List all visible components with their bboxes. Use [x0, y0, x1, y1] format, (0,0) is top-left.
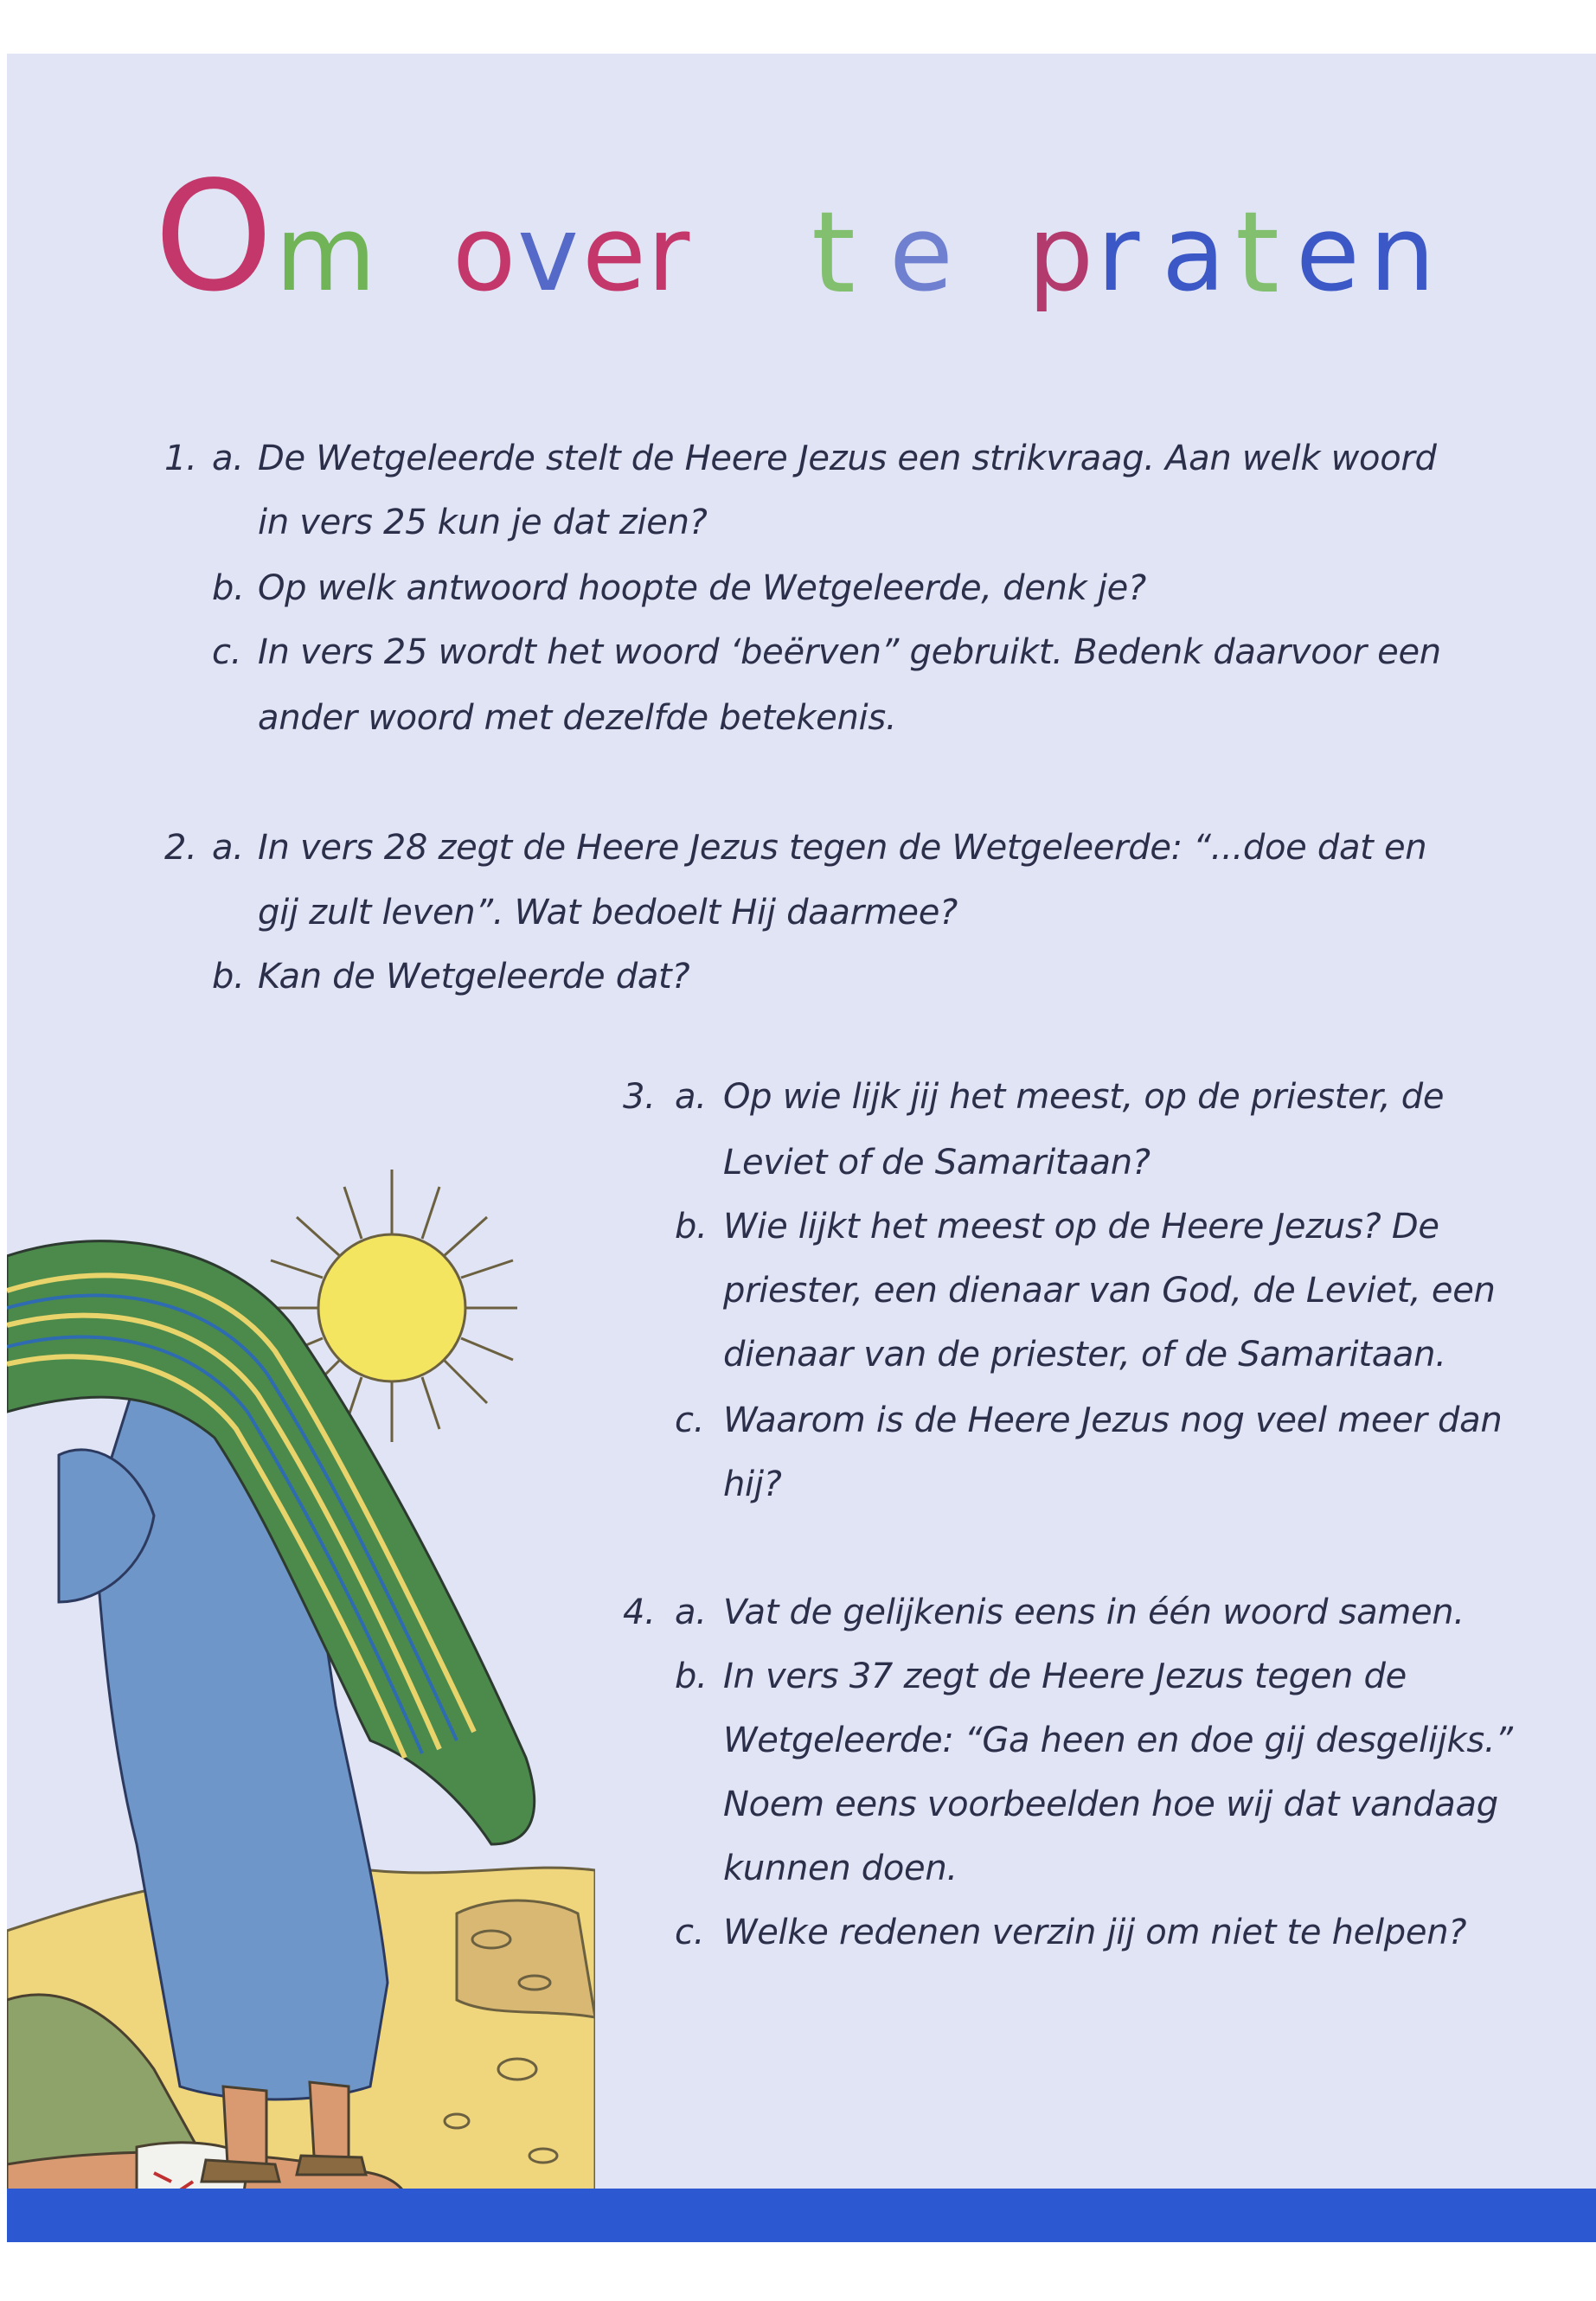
question-line: hij? — [723, 1465, 782, 1504]
title-letter: o — [452, 195, 516, 315]
title-letter: m — [275, 195, 376, 315]
part-letter: b. — [212, 568, 245, 608]
question-line: Leviet of de Samaritaan? — [723, 1143, 1151, 1183]
part-letter: a. — [675, 1593, 707, 1632]
title-letter: a — [1162, 195, 1226, 315]
question-line: In vers 37 zegt de Heere Jezus tegen de — [723, 1657, 1407, 1696]
part-letter: a. — [675, 1077, 707, 1117]
title-letter: t — [811, 187, 856, 318]
question-line: in vers 25 kun je dat zien? — [258, 503, 708, 542]
title-letter: e — [889, 195, 953, 315]
question-number: 2. — [164, 828, 197, 868]
part-letter: b. — [675, 1207, 708, 1247]
title-letter: r — [1097, 195, 1140, 315]
question-number: 1. — [164, 439, 197, 478]
part-letter: c. — [675, 1913, 705, 1952]
title-letter: e — [582, 195, 646, 315]
question-number: 3. — [623, 1077, 656, 1117]
part-letter: c. — [212, 632, 242, 672]
question-number: 4. — [623, 1593, 656, 1632]
question-line: kunnen doen. — [723, 1849, 958, 1888]
question-line: Welke redenen verzin jij om niet te helpen? — [723, 1913, 1467, 1952]
title-letter: e — [1296, 195, 1360, 315]
question-line: Op welk antwoord hoopte de Wetgeleerde, denk je? — [258, 568, 1146, 608]
part-letter: c. — [675, 1400, 705, 1440]
question-line: Waarom is de Heere Jezus nog veel meer dan — [723, 1400, 1503, 1440]
title-letter: p — [1028, 195, 1094, 315]
question-line: Kan de Wetgeleerde dat? — [258, 957, 690, 997]
question-line: Op wie lijk jij het meest, op de priester, de — [723, 1077, 1445, 1117]
part-letter: b. — [212, 957, 245, 997]
question-line: In vers 25 wordt het woord ‘beërven” gebruikt. Bedenk daarvoor een — [258, 632, 1441, 672]
page-title — [154, 150, 1503, 387]
title-letter: n — [1369, 195, 1436, 315]
part-letter: a. — [212, 439, 244, 478]
question-line: gij zult leven”. Wat bedoelt Hij daarmee? — [258, 893, 958, 933]
question-line: priester, een dienaar van God, de Leviet, een — [723, 1271, 1496, 1311]
question-line: De Wetgeleerde stelt de Heere Jezus een strikvraag. Aan welk woord — [258, 439, 1437, 478]
question-line: Vat de gelijkenis eens in één woord samen. — [723, 1593, 1465, 1632]
question-line: Wetgeleerde: “Ga heen en doe gij desgelijks.” — [723, 1721, 1513, 1760]
page — [7, 54, 1596, 2242]
samaritan-illustration — [7, 1152, 595, 2242]
question-line: Wie lijkt het meest op de Heere Jezus? De — [723, 1207, 1439, 1247]
part-letter: b. — [675, 1657, 708, 1696]
bottom-color-bar — [7, 2189, 1596, 2242]
part-letter: a. — [212, 828, 244, 868]
title-letter: r — [647, 195, 690, 315]
question-line: ander woord met dezelfde betekenis. — [258, 698, 897, 738]
question-line: dienaar van de priester, of de Samaritaan. — [723, 1335, 1446, 1375]
title-letter: v — [517, 195, 580, 315]
question-line: In vers 28 zegt de Heere Jezus tegen de Wetgeleerde: “...doe dat en — [258, 828, 1427, 868]
title-letter: t — [1235, 187, 1279, 318]
title-letter: O — [154, 150, 273, 325]
question-line: Noem eens voorbeelden hoe wij dat vandaag — [723, 1785, 1498, 1824]
